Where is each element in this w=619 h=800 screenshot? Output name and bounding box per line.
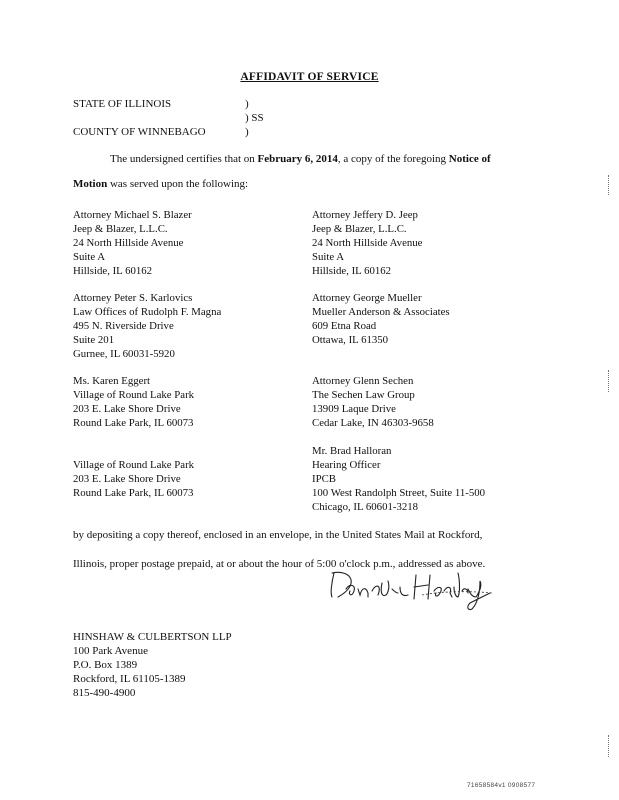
address-line: Gurnee, IL 60031-5920 — [73, 348, 175, 360]
venue-paren-1: ) — [245, 98, 249, 110]
address-line: Suite A — [73, 251, 106, 263]
address-line: Attorney George Mueller — [312, 292, 422, 304]
address-line: 203 E. Lake Shore Drive — [73, 473, 181, 485]
recipient-address-block — [312, 208, 422, 278]
address-line: Village of Round Lake Park — [73, 389, 195, 401]
address-line: Jeep & Blazer, L.L.C. — [73, 223, 168, 235]
address-line: 495 N. Riverside Drive — [73, 320, 174, 332]
recipient-address-block — [73, 291, 221, 361]
venue-paren-3: ) — [245, 126, 249, 138]
address-line: IPCB — [312, 473, 337, 485]
document-footer-code: 71658584v1 0908577 — [467, 782, 536, 789]
address-line: Law Offices of Rudolph F. Magna — [73, 306, 222, 318]
address-line: Attorney Michael S. Blazer — [73, 209, 192, 221]
venue-state: STATE OF ILLINOIS — [73, 98, 172, 110]
address-line: Attorney Glenn Sechen — [312, 375, 414, 387]
service-date: February 6, 2014 — [257, 153, 338, 165]
firm-address-line: Rockford, IL 61105-1389 — [73, 673, 186, 685]
firm-name: HINSHAW & CULBERTSON LLP — [73, 631, 232, 643]
address-line: Round Lake Park, IL 60073 — [73, 487, 194, 499]
scan-edge-mark — [608, 370, 610, 392]
intro-paragraph — [73, 153, 558, 190]
address-line: Mueller Anderson & Associates — [312, 306, 450, 318]
firm-phone: 815-490-4900 — [73, 687, 136, 699]
motion-word: Motion — [73, 178, 108, 190]
recipient-address-block — [73, 458, 194, 500]
scan-edge-mark — [608, 175, 610, 195]
address-line: Hillside, IL 60162 — [312, 265, 392, 277]
firm-address-line: P.O. Box 1389 — [73, 659, 138, 671]
address-line: Village of Round Lake Park — [73, 459, 195, 471]
intro-text-3: was served upon the following: — [107, 178, 249, 190]
address-line: The Sechen Law Group — [312, 389, 415, 401]
firm-address-line: 100 Park Avenue — [73, 645, 148, 657]
law-firm-block — [73, 630, 232, 700]
venue-block — [73, 97, 264, 139]
intro-text-1: The undersigned certifies that on — [110, 153, 258, 165]
address-line: 203 E. Lake Shore Drive — [73, 403, 181, 415]
address-line: 24 North Hillside Avenue — [73, 237, 184, 249]
intro-text-2: , a copy of the foregoing — [337, 153, 449, 165]
address-line: Ottawa, IL 61350 — [312, 334, 389, 346]
address-line: 609 Etna Road — [312, 320, 377, 332]
scan-edge-mark — [608, 735, 610, 757]
address-line: Suite 201 — [73, 334, 115, 346]
address-line: Hillside, IL 60162 — [73, 265, 153, 277]
venue-ss: ) SS — [245, 112, 264, 124]
address-line: 13909 Laque Drive — [312, 403, 396, 415]
venue-spacer — [73, 111, 245, 125]
address-line: Chicago, IL 60601-3218 — [312, 501, 419, 513]
recipient-address-block — [312, 291, 450, 347]
recipient-address-block — [312, 444, 485, 514]
venue-county: COUNTY OF WINNEBAGO — [73, 126, 206, 138]
service-statement-line-1: by depositing a copy thereof, enclosed in an envelope, in the United States Mail at Rockford, — [73, 529, 483, 541]
recipient-address-block — [73, 374, 194, 430]
address-line: Cedar Lake, IN 46303-9658 — [312, 417, 434, 429]
address-line: Round Lake Park, IL 60073 — [73, 417, 194, 429]
address-line: Suite A — [312, 251, 345, 263]
address-line: Ms. Karen Eggert — [73, 375, 151, 387]
document-title: AFFIDAVIT OF SERVICE — [240, 71, 379, 83]
address-line: 100 West Randolph Street, Suite 11-500 — [312, 487, 486, 499]
address-line: 24 North Hillside Avenue — [312, 237, 423, 249]
recipient-address-block — [312, 374, 434, 430]
notice-word: Notice of — [448, 153, 491, 165]
address-line: Attorney Jeffery D. Jeep — [312, 209, 418, 221]
address-line: Hearing Officer — [312, 459, 381, 471]
recipient-address-block — [73, 208, 192, 278]
address-line: Jeep & Blazer, L.L.C. — [312, 223, 407, 235]
address-line: Mr. Brad Halloran — [312, 445, 392, 457]
signature-image — [312, 563, 512, 613]
service-statement-line-2: Illinois, proper postage prepaid, at or about the hour of 5:00 o'clock p.m., addressed as above. — [73, 558, 486, 570]
address-line: Attorney Peter S. Karlovics — [73, 292, 193, 304]
